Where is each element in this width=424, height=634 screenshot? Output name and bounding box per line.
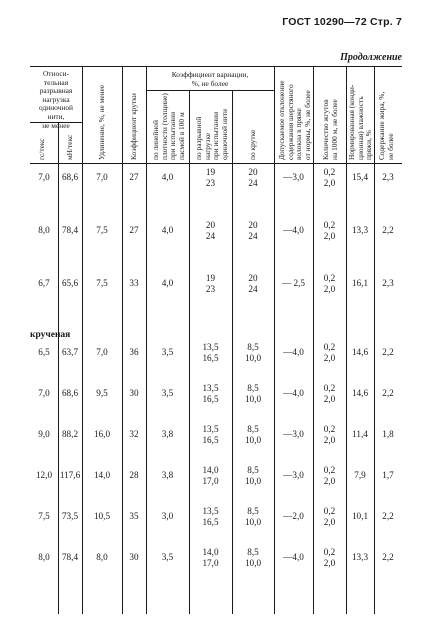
table-cell-deviation: —3,0 xyxy=(283,470,304,480)
header-mn-tex: мН/текс xyxy=(65,134,74,160)
section-twisted-label: крученая xyxy=(30,330,71,340)
table-cell-var-twist: 8,5 10,0 xyxy=(244,383,262,404)
table-cell-mn-tex: 78,4 xyxy=(61,552,79,562)
table-cell-knots: 0,2 2,0 xyxy=(323,220,336,241)
table-cell-fat: 2,2 xyxy=(382,225,394,235)
table-cell-fat: 2,2 xyxy=(382,347,394,357)
table-cell-knots: 0,2 2,0 xyxy=(323,465,336,486)
table-cell-mn-tex: 88,2 xyxy=(61,429,79,439)
header-var-twist: по крутке xyxy=(248,129,257,160)
header-twist-coeff: Коэффициент крутки xyxy=(129,93,138,160)
table-cell-elongation: 9,5 xyxy=(96,388,108,398)
header-relative-load: Относи- тельная разрывная нагрузка одиночной нити, не менее xyxy=(39,69,73,130)
table-cell-gs-tex: 9,0 xyxy=(38,429,50,439)
table-cell-moisture: 14,6 xyxy=(351,347,369,357)
table-cell-knots: 0,2 2,0 xyxy=(323,167,336,188)
table-cell-twist-coeff: 30 xyxy=(129,552,139,562)
col-divider xyxy=(146,66,147,614)
table-cell-var-linear: 3,8 xyxy=(161,470,174,480)
table-cell-gs-tex: 8,0 xyxy=(38,225,50,235)
table-cell-twist-coeff: 33 xyxy=(129,278,139,288)
header-deviation: Допускаемое отклонение содержания шерстяного волокна в пряже от нормы, %, не более xyxy=(277,80,312,160)
page-header: ГОСТ 10290—72 Стр. 7 xyxy=(282,16,402,28)
table-cell-var-twist: 8,5 10,0 xyxy=(244,424,262,445)
table-cell-deviation: —4,0 xyxy=(283,225,304,235)
table-cell-elongation: 10,5 xyxy=(93,511,111,521)
header-fat: Содержание жира, %, не более xyxy=(377,91,395,160)
table-cell-twist-coeff: 27 xyxy=(129,225,139,235)
table-cell-var-breaking: 13,5 16,5 xyxy=(202,506,219,527)
table-cell-deviation: —4,0 xyxy=(283,552,304,562)
table-cell-var-linear: 3,0 xyxy=(161,511,174,521)
col-divider xyxy=(313,66,314,614)
group-var-underline xyxy=(146,90,274,91)
table-cell-twist-coeff: 35 xyxy=(129,511,139,521)
table-cell-var-breaking: 14,0 17,0 xyxy=(202,465,219,486)
table-cell-var-breaking: 13,5 16,5 xyxy=(202,383,219,404)
table-cell-fat: 2,2 xyxy=(382,552,394,562)
table-cell-knots: 0,2 2,0 xyxy=(323,424,336,445)
table-cell-var-breaking: 19 23 xyxy=(205,167,216,188)
header-elongation: Удлинение, %, не менее xyxy=(97,84,106,160)
col-divider xyxy=(82,66,83,614)
col-divider xyxy=(122,66,123,614)
table-cell-mn-tex: 68,6 xyxy=(61,388,79,398)
table-cell-moisture: 16,1 xyxy=(351,278,369,288)
table-cell-var-linear: 3,5 xyxy=(161,388,174,398)
header-var-linear: по линейной плотности (толщине) при испытании пасмой в 100 м xyxy=(151,93,186,160)
table-cell-deviation: — 2,5 xyxy=(282,278,305,288)
spec-table xyxy=(30,66,402,614)
table-cell-gs-tex: 12,0 xyxy=(35,470,53,480)
table-cell-var-linear: 4,0 xyxy=(161,278,174,288)
table-cell-moisture: 13,3 xyxy=(351,552,369,562)
table-cell-gs-tex: 7,0 xyxy=(38,388,50,398)
table-cell-deviation: —2,0 xyxy=(283,511,304,521)
table-cell-deviation: —4,0 xyxy=(283,347,304,357)
table-cell-moisture: 14,6 xyxy=(351,388,369,398)
table-cell-var-twist: 8,5 10,0 xyxy=(244,547,262,568)
table-cell-gs-tex: 6,7 xyxy=(38,278,50,288)
table-cell-fat: 1,7 xyxy=(382,470,394,480)
col-divider xyxy=(374,66,375,614)
header-moisture: Нормированная (конди- ционная) влажность пряжи, % xyxy=(347,84,374,160)
table-cell-mn-tex: 68,6 xyxy=(61,172,79,182)
table-cell-twist-coeff: 27 xyxy=(129,172,139,182)
table-cell-gs-tex: 7,5 xyxy=(38,511,50,521)
table-cell-var-breaking: 13,5 16,5 xyxy=(202,424,219,445)
table-cell-deviation: —4,0 xyxy=(283,388,304,398)
table-cell-moisture: 13,3 xyxy=(351,225,369,235)
table-cell-gs-tex: 6,5 xyxy=(38,347,50,357)
table-cell-fat: 2,3 xyxy=(382,278,394,288)
header-variation-group: Коэффициент вариации, %, не более xyxy=(171,70,249,88)
table-cell-mn-tex: 78,4 xyxy=(61,225,79,235)
table-cell-gs-tex: 8,0 xyxy=(38,552,50,562)
header-gs-tex: гс/текс xyxy=(37,138,46,160)
table-cell-moisture: 7,9 xyxy=(354,470,366,480)
table-cell-mn-tex: 73,5 xyxy=(61,511,79,521)
table-cell-var-linear: 3,5 xyxy=(161,347,174,357)
table-cell-twist-coeff: 32 xyxy=(129,429,139,439)
table-cell-var-breaking: 20 24 xyxy=(205,220,216,241)
table-cell-mn-tex: 117,6 xyxy=(59,470,81,480)
table-cell-fat: 1,8 xyxy=(382,429,394,439)
header-var-breaking: по разрывной нагрузке при испытании одиночной нити xyxy=(194,109,229,160)
table-cell-var-twist: 8,5 10,0 xyxy=(244,465,262,486)
table-cell-var-linear: 3,8 xyxy=(161,429,174,439)
table-cell-fat: 2,2 xyxy=(382,511,394,521)
table-cell-deviation: —3,0 xyxy=(283,172,304,182)
table-cell-fat: 2,3 xyxy=(382,172,394,182)
table-cell-mn-tex: 63,7 xyxy=(61,347,79,357)
table-cell-moisture: 15,4 xyxy=(351,172,369,182)
table-cell-elongation: 16,0 xyxy=(93,429,111,439)
table-cell-knots: 0,2 2,0 xyxy=(323,547,336,568)
table-cell-knots: 0,2 2,0 xyxy=(323,506,336,527)
table-cell-var-breaking: 14,0 17,0 xyxy=(202,547,219,568)
table-cell-elongation: 7,5 xyxy=(96,225,108,235)
table-cell-var-twist: 8,5 10,0 xyxy=(244,342,262,363)
table-cell-var-twist: 8,5 10,0 xyxy=(244,506,262,527)
table-cell-moisture: 11,4 xyxy=(352,429,368,439)
table-cell-elongation: 7,5 xyxy=(96,278,108,288)
table-cell-twist-coeff: 36 xyxy=(129,347,139,357)
table-cell-var-twist: 20 24 xyxy=(248,167,258,188)
table-cell-twist-coeff: 30 xyxy=(129,388,139,398)
table-cell-elongation: 14,0 xyxy=(93,470,111,480)
table-cell-var-linear: 3,5 xyxy=(161,552,174,562)
table-cell-gs-tex: 7,0 xyxy=(38,172,50,182)
table-cell-knots: 0,2 2,0 xyxy=(323,273,336,294)
table-cell-var-linear: 4,0 xyxy=(161,225,174,235)
table-cell-var-breaking: 19 23 xyxy=(205,273,216,294)
table-cell-var-twist: 20 24 xyxy=(248,273,258,294)
table-cell-elongation: 7,0 xyxy=(96,172,108,182)
table-cell-var-breaking: 13,5 16,5 xyxy=(202,342,219,363)
table-cell-mn-tex: 65,6 xyxy=(61,278,79,288)
table-cell-twist-coeff: 28 xyxy=(129,470,139,480)
table-cell-deviation: —3,0 xyxy=(283,429,304,439)
col-divider xyxy=(274,66,275,614)
table-cell-elongation: 8,0 xyxy=(96,552,108,562)
table-cell-var-twist: 20 24 xyxy=(248,220,258,241)
table-cell-knots: 0,2 2,0 xyxy=(323,342,336,363)
continuation-label: Продолжение xyxy=(340,52,402,63)
header-knots: Количество жгутов на 1000 м, не более xyxy=(321,99,339,160)
table-cell-fat: 2,2 xyxy=(382,388,394,398)
table-cell-elongation: 7,0 xyxy=(96,347,108,357)
col-divider xyxy=(58,122,59,614)
table-cell-moisture: 10,1 xyxy=(351,511,369,521)
table-cell-var-linear: 4,0 xyxy=(161,172,174,182)
table-cell-knots: 0,2 2,0 xyxy=(323,383,336,404)
